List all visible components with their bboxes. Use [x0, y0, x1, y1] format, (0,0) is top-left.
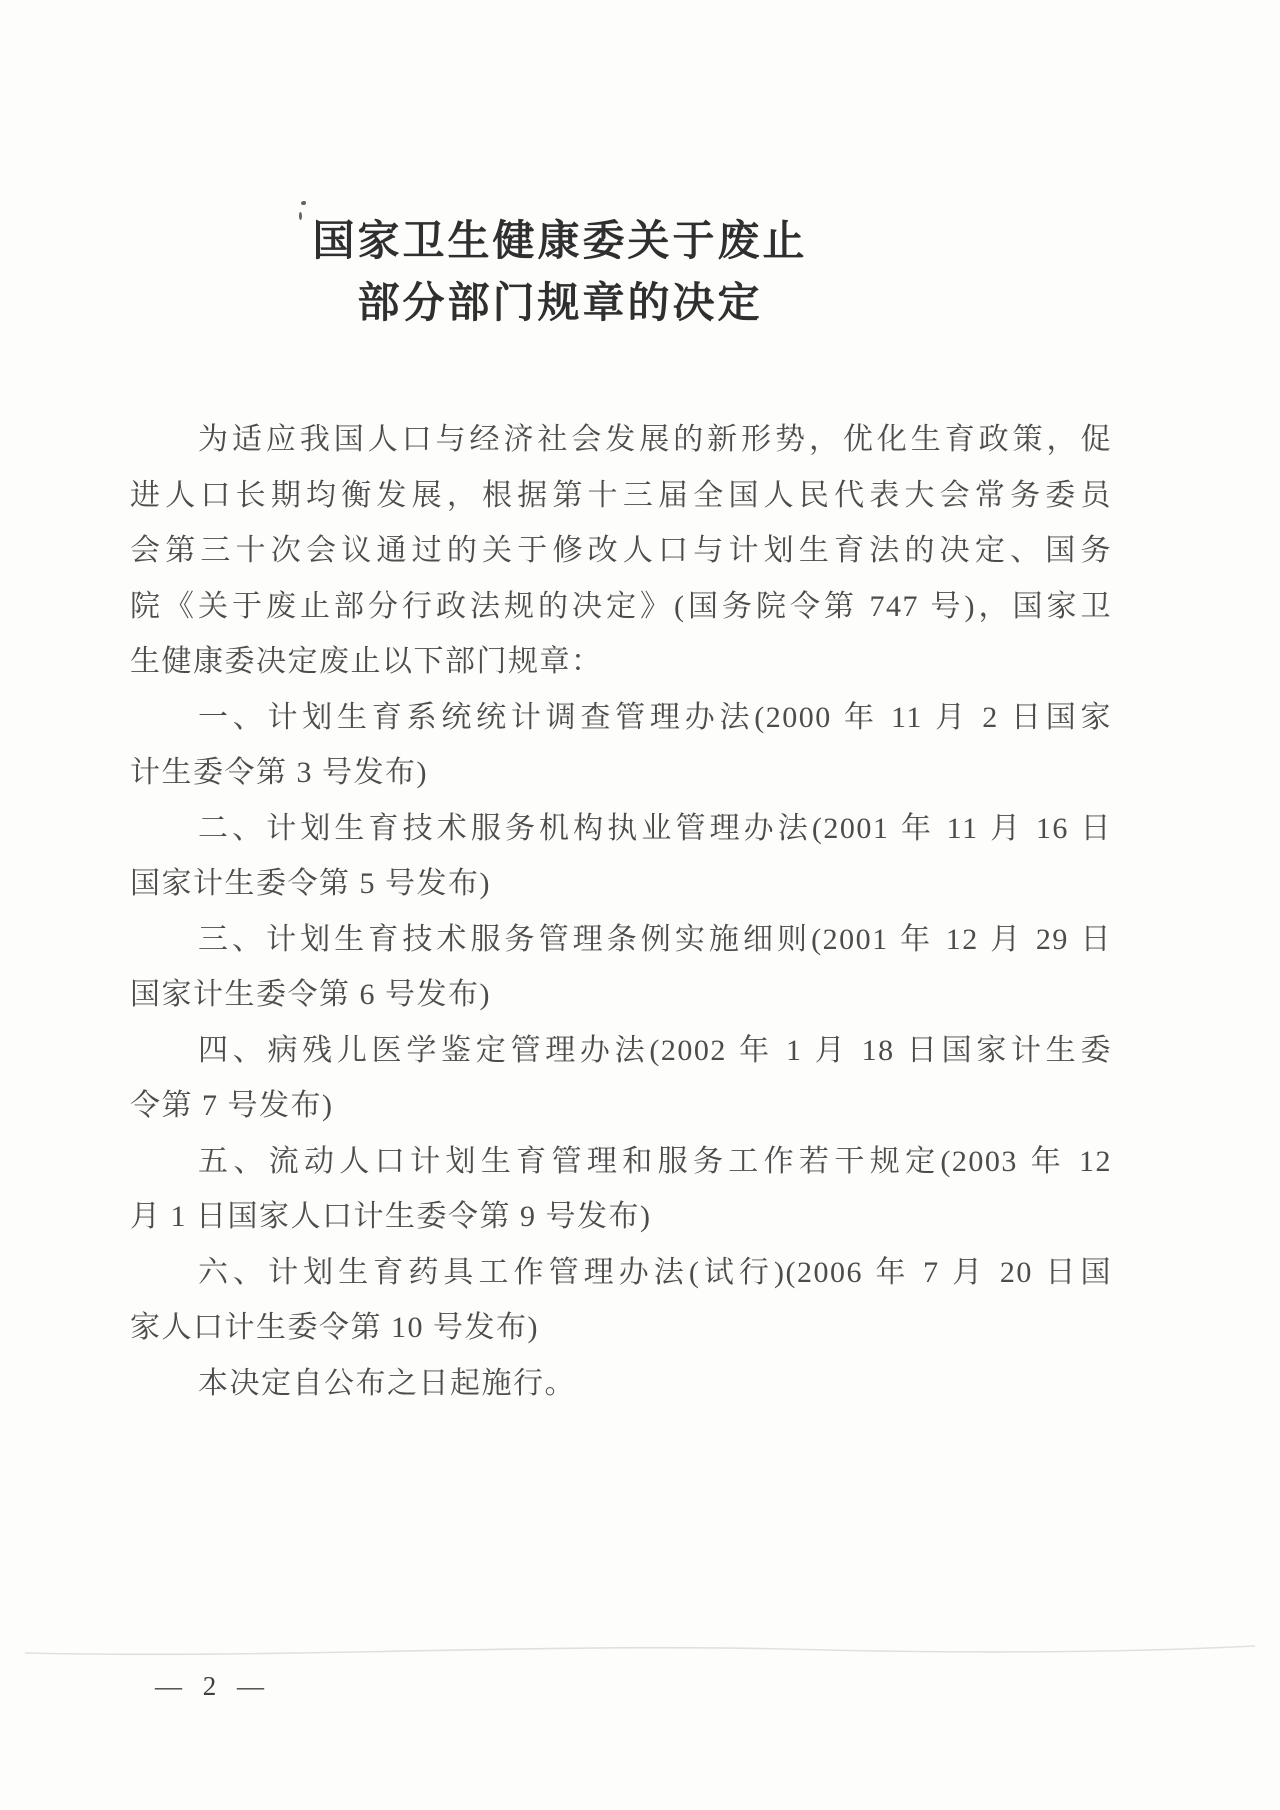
- body-line-16: 六、计划生育药具工作管理办法(试行)(2006 年 7 月 20 日国: [198, 1255, 1112, 1289]
- body-line-13: 令第 7 号发布): [130, 1089, 334, 1122]
- body-line-8: 二、计划生育技术服务机构执业管理办法(2001 年 11 月 16 日: [198, 811, 1112, 845]
- page-number: — 2 —: [155, 1671, 271, 1701]
- body-line-11: 国家计生委令第 6 号发布): [130, 978, 491, 1011]
- body-line-3: 会第三十次会议通过的关于修改人口与计划生育法的决定、国务: [130, 534, 1112, 567]
- body-line-1: 为适应我国人口与经济社会发展的新形势，优化生育政策，促: [198, 423, 1112, 456]
- document-title-line-2: 部分部门规章的决定: [357, 279, 763, 326]
- body-line-7: 计生委令第 3 号发布): [130, 756, 428, 789]
- body-line-9: 国家计生委令第 5 号发布): [130, 867, 491, 900]
- body-line-17: 家人口计生委令第 10 号发布): [130, 1311, 539, 1344]
- body-line-15: 月 1 日国家人口计生委令第 9 号发布): [130, 1200, 652, 1233]
- body-line-14: 五、流动人口计划生育管理和服务工作若干规定(2003 年 12: [198, 1144, 1112, 1178]
- scan-speck: [301, 201, 306, 205]
- body-line-18: 本决定自公布之日起施行。: [198, 1366, 576, 1400]
- body-line-2: 进人口长期均衡发展，根据第十三届全国人民代表大会常务委员: [130, 478, 1112, 512]
- scan-artifact-line: [25, 1640, 1255, 1662]
- body-line-10: 三、计划生育技术服务管理条例实施细则(2001 年 12 月 29 日: [198, 922, 1112, 956]
- document-body: [130, 412, 1112, 1411]
- document-title-line-1: 国家卫生健康委关于废止: [312, 217, 808, 264]
- scan-speck: [299, 212, 302, 220]
- body-line-12: 四、病残儿医学鉴定管理办法(2002 年 1 月 18 日国家计生委: [198, 1033, 1112, 1067]
- body-line-5: 生健康委决定废止以下部门规章：: [130, 645, 603, 678]
- body-line-6: 一、计划生育系统统计调查管理办法(2000 年 11 月 2 日国家: [198, 700, 1112, 734]
- body-line-4: 院《关于废止部分行政法规的决定》(国务院令第 747 号)，国家卫: [130, 589, 1112, 623]
- document-title: [0, 210, 1120, 334]
